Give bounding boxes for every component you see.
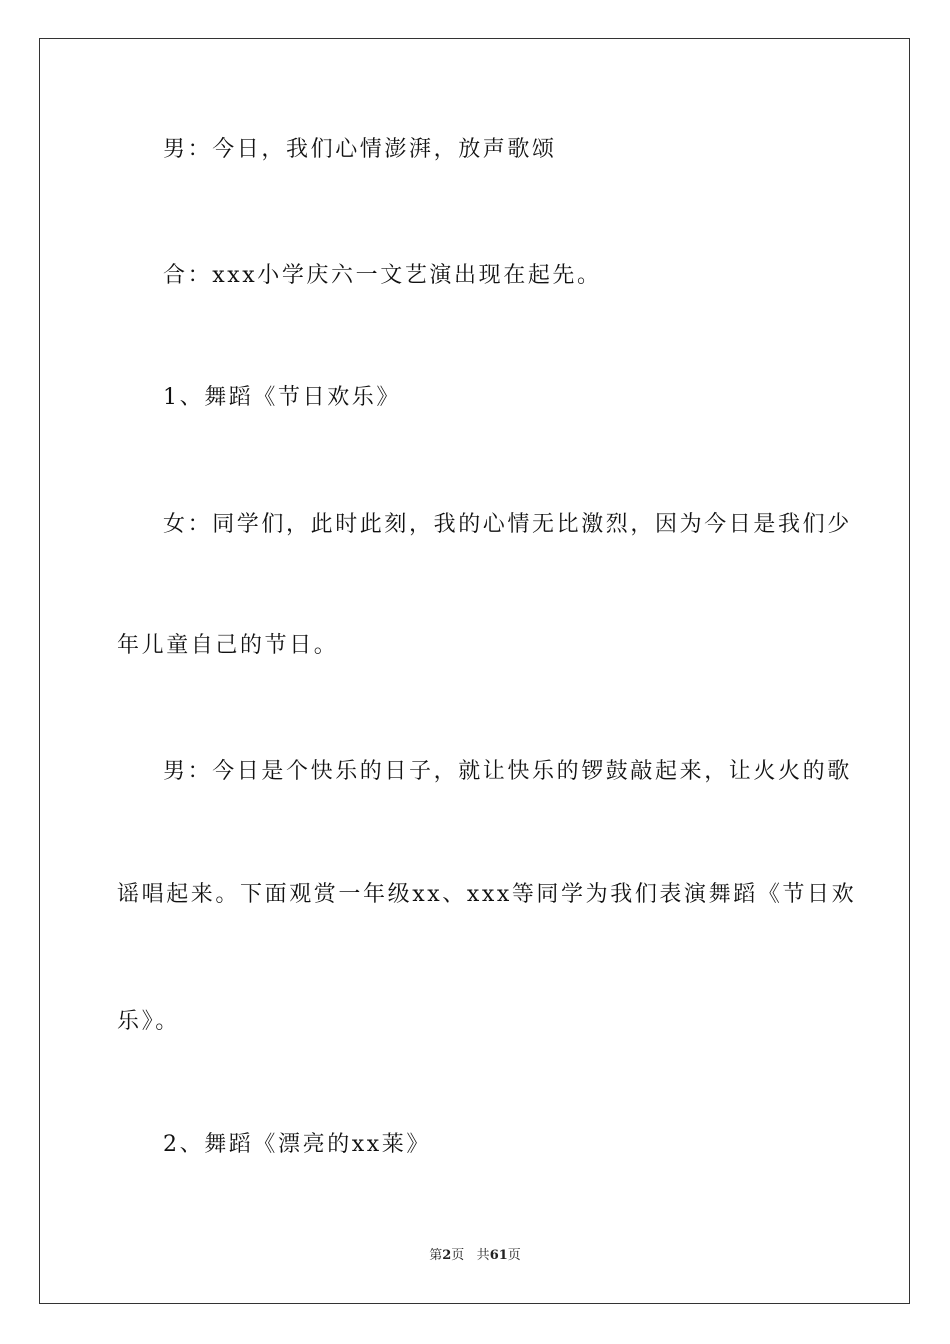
paragraph-line: 合：xxx小学庆六一文艺演出现在起先。 [163,263,602,288]
paragraph-line: 男：今日是个快乐的日子，就让快乐的锣鼓敲起来，让火火的歌 [163,759,852,784]
page-border [39,38,910,1304]
page-number: 2 [442,1248,452,1263]
page-footer [0,1247,950,1265]
total-pages: 61 [489,1248,508,1263]
page-suffix: 页 [451,1248,465,1263]
paragraph-line: 乐》。 [117,1009,180,1034]
section-heading: 1、舞蹈《节日欢乐》 [163,385,401,410]
page-prefix: 第 [429,1248,443,1263]
total-suffix: 页 [507,1248,521,1263]
paragraph-line: 谣唱起来。下面观赏一年级xx、xxx等同学为我们表演舞蹈《节日欢 [117,882,857,907]
section-heading: 2、舞蹈《漂亮的xx莱》 [163,1132,432,1157]
paragraph-line: 女：同学们，此时此刻，我的心情无比激烈，因为今日是我们少 [163,512,852,537]
total-prefix: 共 [476,1248,490,1263]
paragraph-line: 男：今日，我们心情澎湃，放声歌颂 [163,137,557,162]
paragraph-line: 年儿童自己的节日。 [117,633,339,658]
